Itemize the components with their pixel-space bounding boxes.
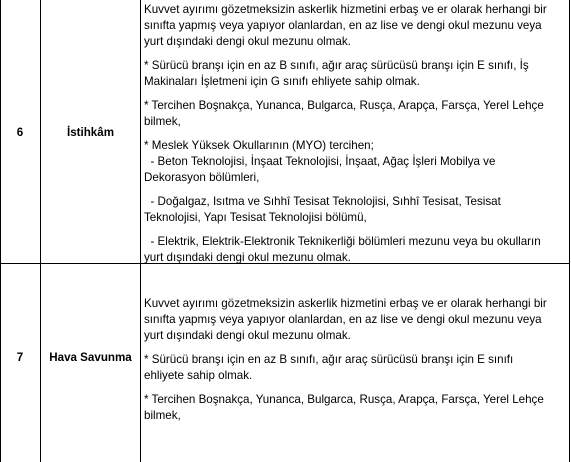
text-line: yurt dışındaki dengi okul mezunu olmak. xyxy=(144,329,351,342)
text-line: sınıfta yapmış veya yapıyor olanlardan, en az lise ve dengi okul mezunu veya xyxy=(144,19,542,32)
requirement-paragraph xyxy=(144,194,562,226)
text-line: - Beton Teknolojisi, İnşaat Teknolojisi, İnşaat, Ağaç İşleri Mobilya ve xyxy=(144,155,496,168)
text-line: * Meslek Yüksek Okullarının (MYO) tercihen; xyxy=(144,139,374,152)
requirement-paragraph xyxy=(144,138,562,186)
text-line: Teknolojisi, Yapı Tesisat Teknolojisi bölümü, xyxy=(144,211,367,224)
text-line: * Sürücü branşı için en az B sınıfı, ağır araç sürücüsü branşı için E sınıfı, İş xyxy=(144,59,529,72)
row-number: 7 xyxy=(16,351,24,364)
text-line: Kuvvet ayırımı gözetmeksizin askerlik hizmetini erbaş ve er olarak herhangi bir xyxy=(144,3,547,16)
text-line: yurt dışındaki dengi okul mezunu olmak. xyxy=(144,251,351,264)
text-line: bilmek, xyxy=(144,115,181,128)
text-line: Dekorasyon bölümleri, xyxy=(144,171,260,184)
text-line: bilmek, xyxy=(144,409,181,422)
text-line: * Tercihen Boşnakça, Yunanca, Bulgarca, Rusça, Arapça, Farsça, Yerel Lehçe xyxy=(144,99,544,112)
text-line: * Tercihen Boşnakça, Yunanca, Bulgarca, Rusça, Arapça, Farsça, Yerel Lehçe xyxy=(144,393,544,406)
requirement-paragraph xyxy=(144,296,562,344)
requirement-paragraph xyxy=(144,392,562,424)
branch-name: İstihkâm xyxy=(66,126,115,139)
text-line: sınıfta yapmış veya yapıyor olanlardan, en az lise ve dengi okul mezunu veya xyxy=(144,313,542,326)
text-line: yurt dışındaki dengi okul mezunu olmak. xyxy=(144,35,351,48)
branch-name: Hava Savunma xyxy=(49,351,132,364)
text-line: ehliyete sahip olmak. xyxy=(144,369,253,382)
requirements-cell xyxy=(144,296,562,424)
requirements-cell xyxy=(144,2,562,266)
text-line: - Elektrik, Elektrik-Elektronik Teknikerliği bölümleri mezunu veya bu okulların xyxy=(144,235,541,248)
table-row xyxy=(0,263,570,462)
requirement-paragraph xyxy=(144,2,562,50)
text-line: Kuvvet ayırımı gözetmeksizin askerlik hizmetini erbaş ve er olarak herhangi bir xyxy=(144,297,547,310)
text-line: Makinaları İşletmeni için G sınıfı ehliyete sahip olmak. xyxy=(144,75,420,88)
text-line: * Sürücü branşı için en az B sınıfı, ağır araç sürücüsü branşı için E sınıfı xyxy=(144,353,514,366)
requirement-paragraph xyxy=(144,98,562,130)
text-line: - Doğalgaz, Isıtma ve Sıhhî Tesisat Teknolojisi, Sıhhî Tesisat, Tesisat xyxy=(144,195,501,208)
row-number: 6 xyxy=(16,126,24,139)
requirement-paragraph xyxy=(144,352,562,384)
requirement-paragraph xyxy=(144,58,562,90)
requirement-paragraph xyxy=(144,234,562,266)
